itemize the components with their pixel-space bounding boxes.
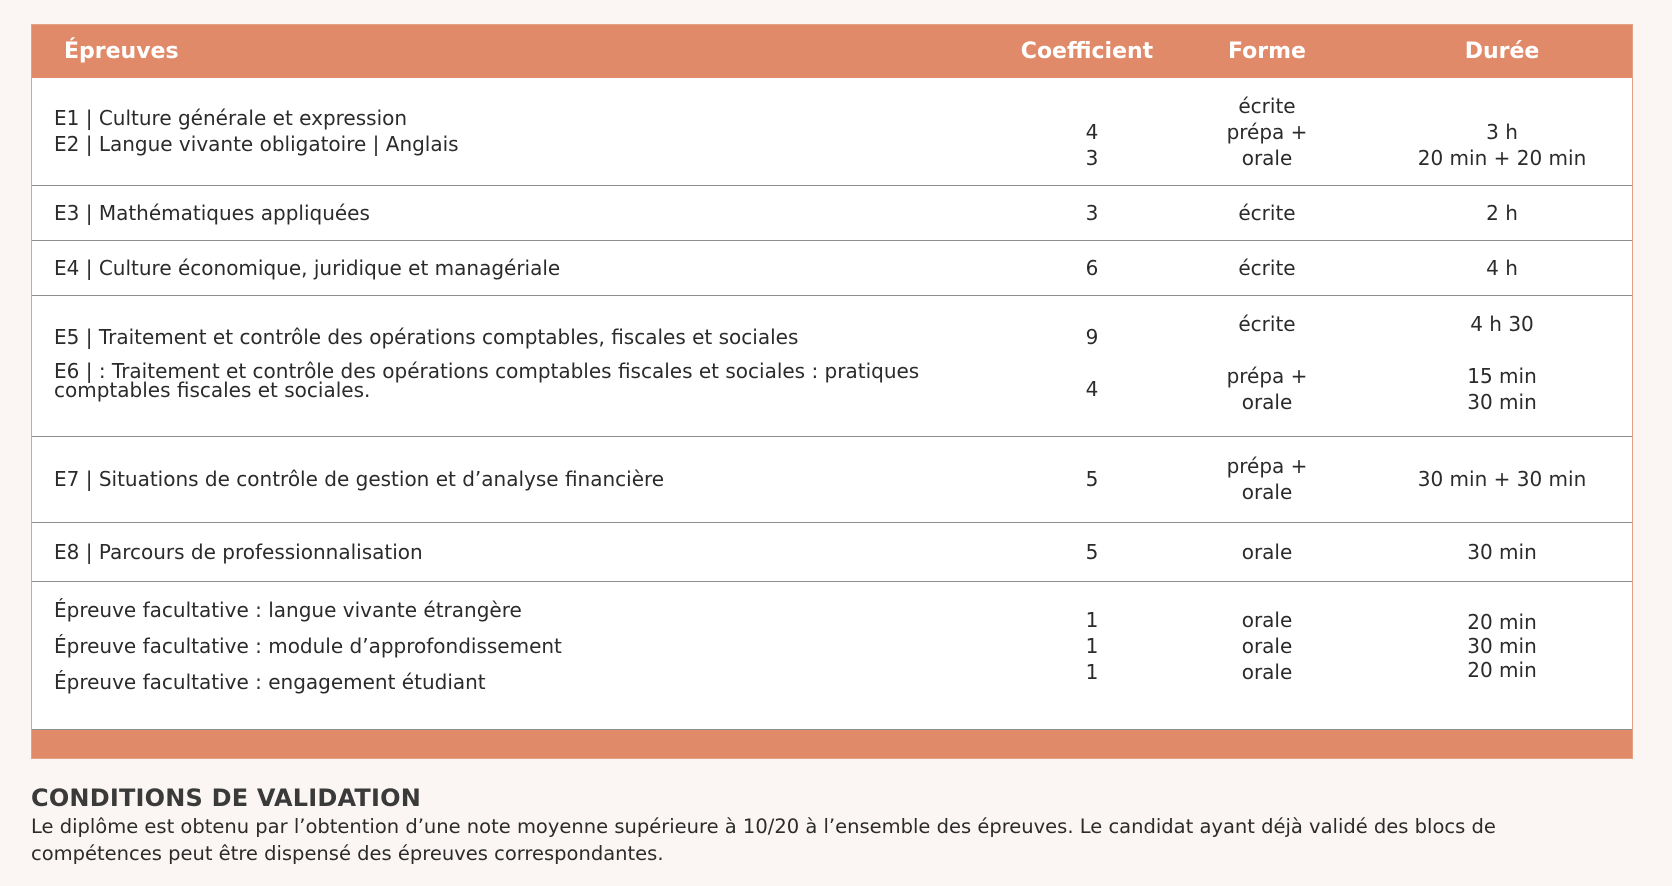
coefficient-value: 6	[1085, 256, 1099, 280]
forme-value: prépa +	[1226, 364, 1308, 388]
epreuve-name: E6 | : Traitement et contrôle des opérations comptables fiscales et sociales : pratiques comptables fiscales et sociales.	[54, 359, 920, 402]
table-row	[32, 241, 1632, 296]
duree-value: 20 min + 20 min	[1417, 146, 1587, 170]
table-row	[32, 186, 1632, 241]
forme-value: orale	[1241, 146, 1293, 170]
forme-value: prépa +	[1226, 454, 1308, 478]
coefficient-value: 1	[1085, 634, 1099, 658]
coefficient-value: 3	[1085, 146, 1099, 170]
epreuve-name: E8 | Parcours de professionnalisation	[54, 540, 423, 564]
forme-value: écrite	[1238, 94, 1296, 118]
epreuve-name: Épreuve facultative : engagement étudiant	[54, 670, 486, 694]
conditions-title: CONDITIONS DE VALIDATION	[31, 784, 422, 812]
forme-value: orale	[1241, 390, 1293, 414]
conditions-text: Le diplôme est obtenu par l’obtention d’une note moyenne supérieure à 10/20 à l’ensemble des épreuves. Le candidat ayant déjà validé des blocs de compétences peut être dispensé des épreuves correspondantes.	[31, 815, 1496, 865]
table-footer-bar	[32, 730, 1632, 758]
epreuve-name: E3 | Mathématiques appliquées	[54, 201, 370, 225]
coefficient-value: 5	[1085, 467, 1099, 491]
duree-value: 30 min	[1467, 540, 1537, 564]
duree-value: 30 min + 30 min	[1417, 467, 1587, 491]
header-duree: Durée	[1464, 39, 1540, 64]
epreuve-name: E2 | Langue vivante obligatoire | Anglais	[54, 132, 459, 156]
coefficient-value: 9	[1085, 325, 1099, 349]
forme-value: orale	[1241, 608, 1293, 632]
epreuve-name: Épreuve facultative : langue vivante étrangère	[54, 598, 522, 622]
coefficient-value: 4	[1085, 377, 1099, 401]
forme-value: orale	[1241, 540, 1293, 564]
duree-value: 4 h 30	[1470, 312, 1534, 336]
exam-table	[32, 25, 1632, 758]
table-header	[32, 25, 1632, 78]
forme-value: écrite	[1238, 312, 1296, 336]
epreuve-name: E5 | Traitement et contrôle des opérations comptables, fiscales et sociales	[54, 325, 799, 349]
table-row	[32, 437, 1632, 523]
coefficient-value: 4	[1085, 120, 1099, 144]
table-row	[32, 296, 1632, 437]
duree-value: 30 min	[1467, 390, 1537, 414]
duree-value: 15 min	[1467, 364, 1537, 388]
duree-value: 4 h	[1486, 256, 1518, 280]
duree-value: 20 min	[1467, 610, 1537, 634]
forme-value: prépa +	[1226, 120, 1308, 144]
duree-value: 2 h	[1486, 201, 1518, 225]
header-coefficient: Coefficient	[1020, 39, 1154, 64]
coefficient-value: 1	[1085, 608, 1099, 632]
table-row	[32, 523, 1632, 582]
epreuve-name: E4 | Culture économique, juridique et managériale	[54, 256, 561, 280]
epreuve-name: E7 | Situations de contrôle de gestion et d’analyse financière	[54, 467, 665, 491]
duree-value: 20 min	[1467, 658, 1537, 682]
duree-value: 30 min	[1467, 634, 1537, 658]
forme-value: écrite	[1238, 256, 1296, 280]
epreuve-name: Épreuve facultative : module d’approfondissement	[54, 634, 562, 658]
coefficient-value: 5	[1085, 540, 1099, 564]
forme-value: orale	[1241, 634, 1293, 658]
header-epreuves: Épreuves	[64, 39, 179, 64]
header-forme: Forme	[1228, 39, 1306, 64]
coefficient-value: 3	[1085, 201, 1099, 225]
epreuve-name: E1 | Culture générale et expression	[54, 106, 408, 130]
coefficient-value: 1	[1085, 660, 1099, 684]
table-row	[32, 78, 1632, 186]
duree-value: 3 h	[1486, 120, 1518, 144]
forme-value: orale	[1241, 480, 1293, 504]
forme-value: écrite	[1238, 201, 1296, 225]
table-row	[32, 582, 1632, 730]
forme-value: orale	[1241, 660, 1293, 684]
